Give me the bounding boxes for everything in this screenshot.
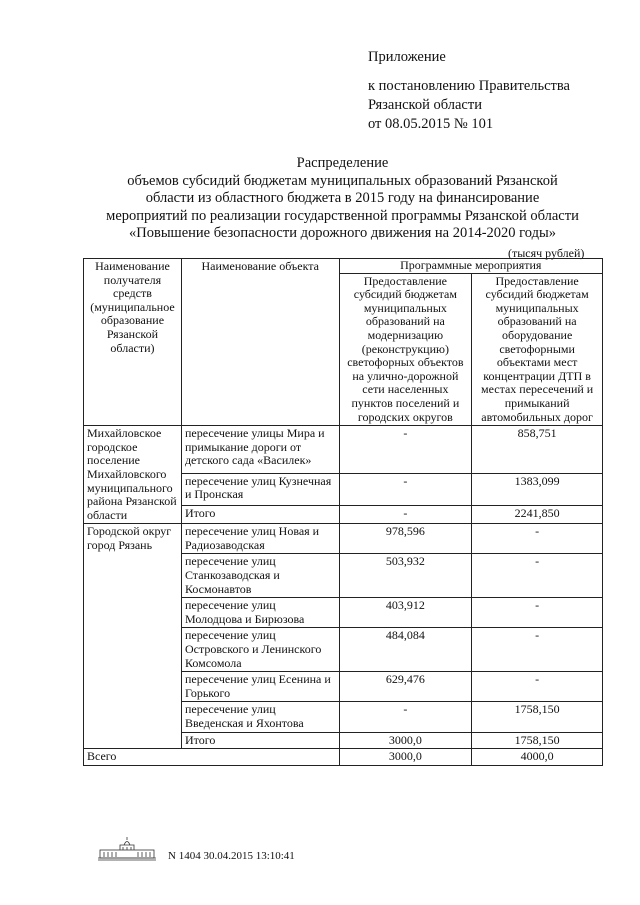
total-label: Всего xyxy=(84,749,340,766)
title-line: области из областного бюджета в 2015 году на финансирование xyxy=(145,190,540,206)
object-cell: пересечение улиц Новая и Радиозаводская xyxy=(181,524,339,554)
subsidy-table xyxy=(83,258,603,766)
appendix-gap xyxy=(368,67,570,77)
appendix-line: к постановлению Правительства xyxy=(368,78,570,94)
value-cell: 484,084 xyxy=(339,628,472,672)
value-cell: - xyxy=(339,426,472,473)
value-cell: - xyxy=(472,524,603,554)
value-cell: 503,932 xyxy=(339,554,472,598)
value-cell: 1758,150 xyxy=(472,732,603,749)
registration-stamp: N 1404 30.04.2015 13:10:41 xyxy=(168,850,295,862)
table-header-row xyxy=(84,259,603,274)
object-cell: Итого xyxy=(181,732,339,749)
object-cell: пересечение улиц Станкозаводская и Космонавтов xyxy=(181,554,339,598)
table-row xyxy=(84,426,603,473)
value-cell: 403,912 xyxy=(339,598,472,628)
object-cell: пересечение улиц Островского и Ленинского Комсомола xyxy=(181,628,339,672)
value-cell: - xyxy=(339,506,472,524)
object-cell: пересечение улицы Мира и примыкание дороги от детского сада «Василек» xyxy=(181,426,339,473)
title-line: объемов субсидий бюджетам муниципальных образований Рязанской xyxy=(127,172,558,189)
document-title xyxy=(70,155,615,243)
appendix-date: от 08.05.2015 № 101 xyxy=(368,116,494,132)
table-row xyxy=(84,524,603,554)
table-row-total xyxy=(84,749,603,766)
units-label: (тысяч рублей) xyxy=(508,246,585,260)
recipient-cell: Городской округ город Рязань xyxy=(84,524,182,749)
appendix-block xyxy=(368,48,570,134)
recipient-cell: Михайловское городское поселение Михайловского муниципального района Рязанской области xyxy=(84,426,182,524)
value-cell: - xyxy=(472,598,603,628)
value-cell: 858,751 xyxy=(472,426,603,473)
value-cell: 629,476 xyxy=(339,672,472,702)
value-cell: - xyxy=(472,628,603,672)
title-line: Распределение xyxy=(296,155,389,171)
value-cell: - xyxy=(339,473,472,506)
value-cell: 978,596 xyxy=(339,524,472,554)
object-cell: Итого xyxy=(181,506,339,524)
value-cell: 1383,099 xyxy=(472,473,603,506)
value-cell: 3000,0 xyxy=(339,732,472,749)
total-value: 3000,0 xyxy=(339,749,472,766)
appendix-heading: Приложение xyxy=(368,49,446,65)
total-value: 4000,0 xyxy=(472,749,603,766)
appendix-line: Рязанской области xyxy=(368,97,482,113)
header-col1: Предоставление субсидий бюджетам муниципальных образований на модернизацию (реконструкцию) светофорных объектов на улично-дорожной сети населенных пунктов поселений и городских округов xyxy=(339,273,472,426)
header-col2: Предоставление субсидий бюджетам муниципальных образований на оборудование светофорными объектами мест концентрации ДТП в местах пересечений и примыканий автомобильных дорог xyxy=(472,273,603,426)
header-programs: Программные мероприятия xyxy=(339,259,602,274)
value-cell: - xyxy=(339,702,472,732)
value-cell: - xyxy=(472,672,603,702)
object-cell: пересечение улиц Кузнечная и Пронская xyxy=(181,473,339,506)
value-cell: - xyxy=(472,554,603,598)
object-cell: пересечение улиц Введенская и Яхонтова xyxy=(181,702,339,732)
header-object: Наименование объекта xyxy=(181,259,339,426)
object-cell: пересечение улиц Молодцова и Бирюзова xyxy=(181,598,339,628)
government-building-logo xyxy=(96,836,158,869)
object-cell: пересечение улиц Есенина и Горького xyxy=(181,672,339,702)
building-icon xyxy=(96,836,158,864)
value-cell: 1758,150 xyxy=(472,702,603,732)
header-recipient: Наименование получателя средств (муниципальное образование Рязанской области) xyxy=(84,259,182,426)
value-cell: 2241,850 xyxy=(472,506,603,524)
title-line: мероприятий по реализации государственной программы Рязанской области xyxy=(106,207,579,224)
title-line: «Повышение безопасности дорожного движения на 2014-2020 годы» xyxy=(129,225,556,241)
